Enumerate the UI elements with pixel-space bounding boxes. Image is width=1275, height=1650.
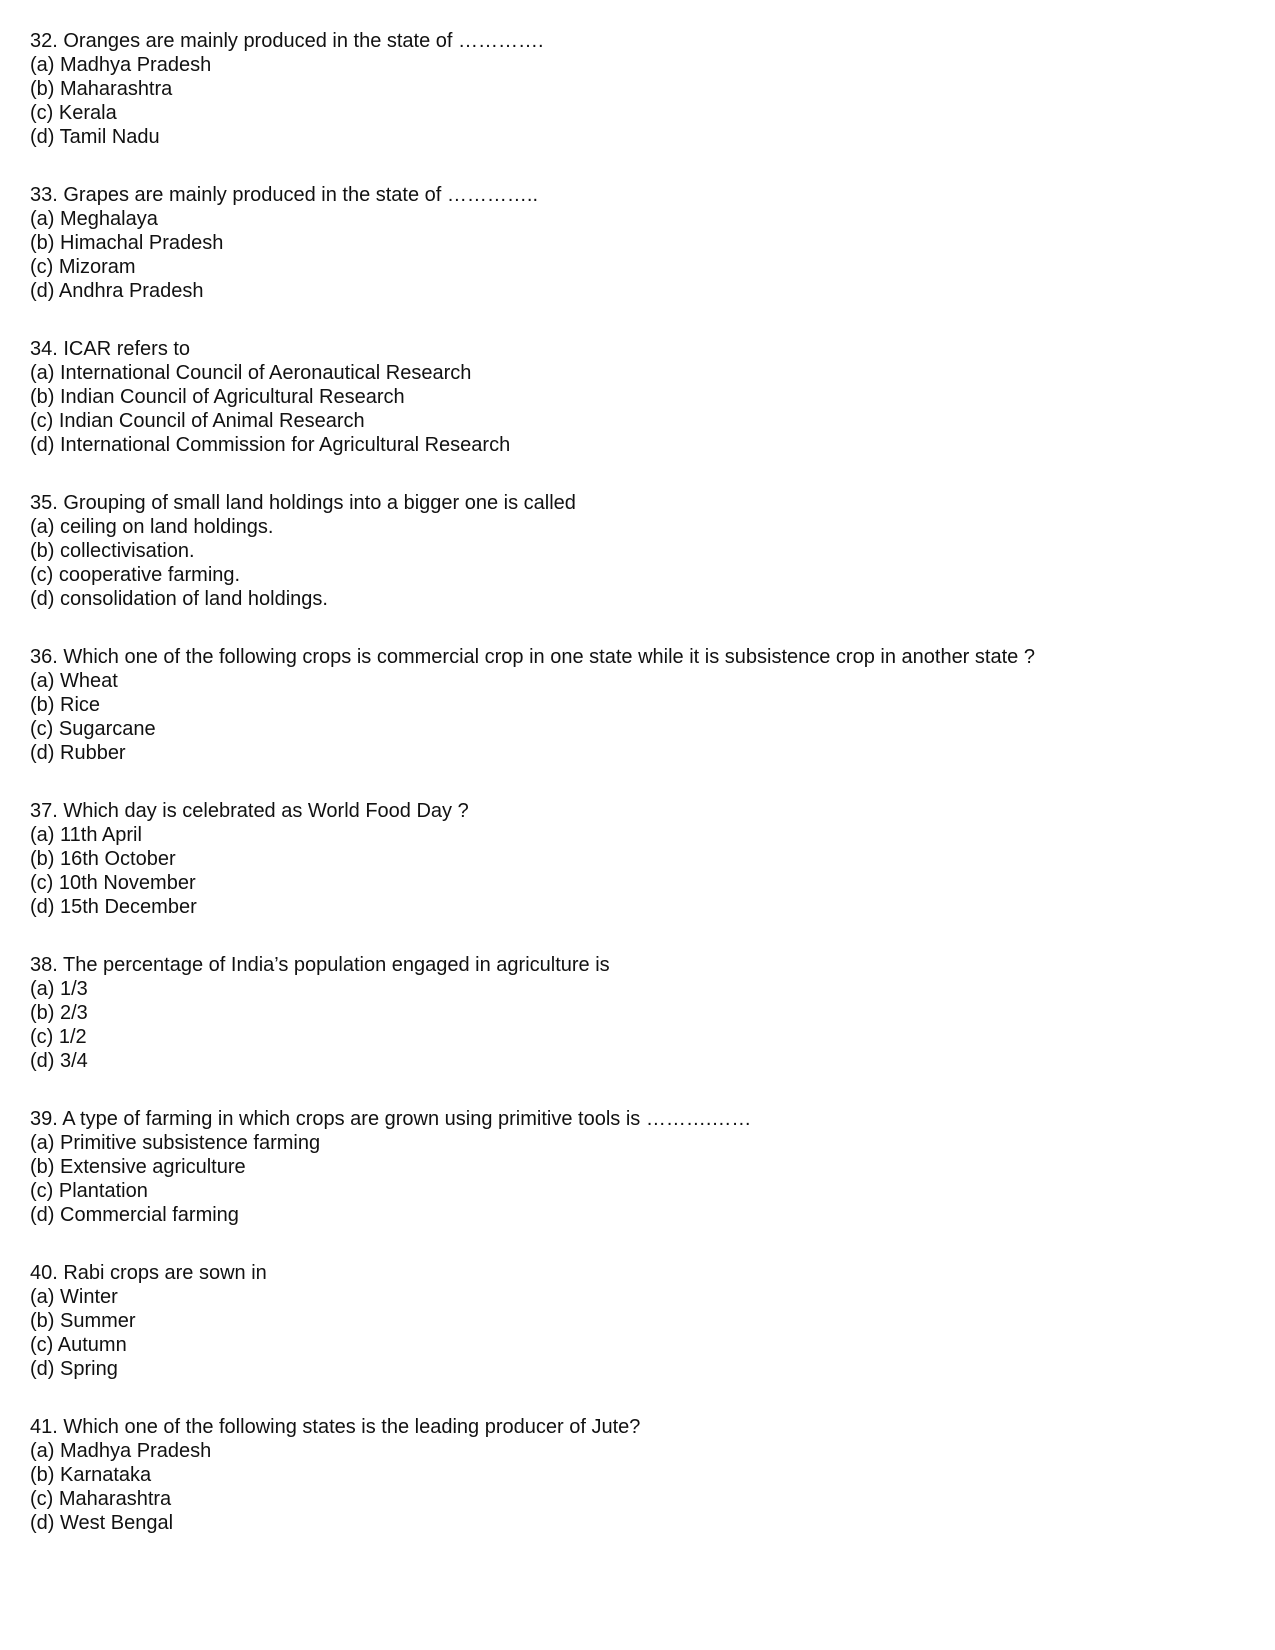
answer-option: (d) Rubber: [30, 742, 126, 764]
answer-option: (b) Summer: [30, 1310, 136, 1332]
answer-option: (b) Karnataka: [30, 1464, 152, 1486]
question-text: 41. Which one of the following states is the leading producer of Jute?: [30, 1416, 641, 1438]
answer-option: (b) 16th October: [30, 848, 176, 870]
answer-option: (b) Maharashtra: [30, 78, 173, 100]
answer-option: (a) International Council of Aeronautical Research: [30, 362, 472, 384]
answer-option: (a) 1/3: [30, 978, 88, 1000]
question-text: 33. Grapes are mainly produced in the state of …………..: [30, 184, 539, 206]
answer-option: (c) Plantation: [30, 1180, 148, 1202]
question-block: [30, 799, 1230, 919]
answer-option: (d) 15th December: [30, 896, 197, 918]
question-text: 36. Which one of the following crops is commercial crop in one state while it is subsistence crop in another state ?: [30, 646, 1035, 668]
answer-option: (c) cooperative farming.: [30, 564, 241, 586]
answer-option: (c) Kerala: [30, 102, 117, 124]
question-text: 39. A type of farming in which crops are grown using primitive tools is ……….……: [30, 1108, 752, 1130]
question-block: [30, 645, 1230, 765]
answer-option: (c) Sugarcane: [30, 718, 156, 740]
answer-option: (c) 1/2: [30, 1026, 87, 1048]
question-sheet: [30, 29, 1230, 1569]
question-block: [30, 1261, 1230, 1381]
answer-option: (c) Autumn: [30, 1334, 127, 1356]
answer-option: (d) 3/4: [30, 1050, 88, 1072]
answer-option: (c) Maharashtra: [30, 1488, 172, 1510]
answer-option: (a) Madhya Pradesh: [30, 54, 212, 76]
answer-option: (b) Himachal Pradesh: [30, 232, 224, 254]
question-text: 34. ICAR refers to: [30, 338, 191, 360]
answer-option: (a) Winter: [30, 1286, 118, 1308]
answer-option: (a) 11th April: [30, 824, 142, 846]
answer-option: (a) Madhya Pradesh: [30, 1440, 212, 1462]
question-text: 38. The percentage of India’s population engaged in agriculture is: [30, 954, 610, 976]
answer-option: (d) West Bengal: [30, 1512, 174, 1534]
question-block: [30, 953, 1230, 1073]
answer-option: (a) Primitive subsistence farming: [30, 1132, 321, 1154]
answer-option: (c) Indian Council of Animal Research: [30, 410, 365, 432]
question-block: [30, 183, 1230, 303]
answer-option: (b) Rice: [30, 694, 101, 716]
question-block: [30, 1415, 1230, 1535]
question-text: 37. Which day is celebrated as World Food Day ?: [30, 800, 469, 822]
question-text: 40. Rabi crops are sown in: [30, 1262, 267, 1284]
answer-option: (d) Tamil Nadu: [30, 126, 160, 148]
answer-option: (a) Meghalaya: [30, 208, 158, 230]
question-text: 32. Oranges are mainly produced in the state of ………….: [30, 30, 544, 52]
question-block: [30, 491, 1230, 611]
answer-option: (b) Extensive agriculture: [30, 1156, 246, 1178]
answer-option: (d) Spring: [30, 1358, 118, 1380]
answer-option: (a) ceiling on land holdings.: [30, 516, 274, 538]
answer-option: (b) Indian Council of Agricultural Research: [30, 386, 405, 408]
question-block: [30, 337, 1230, 457]
answer-option: (c) 10th November: [30, 872, 196, 894]
answer-option: (a) Wheat: [30, 670, 118, 692]
answer-option: (d) International Commission for Agricultural Research: [30, 434, 511, 456]
question-text: 35. Grouping of small land holdings into a bigger one is called: [30, 492, 576, 514]
question-block: [30, 29, 1230, 149]
answer-option: (d) Andhra Pradesh: [30, 280, 204, 302]
answer-option: (b) 2/3: [30, 1002, 88, 1024]
answer-option: (c) Mizoram: [30, 256, 136, 278]
question-block: [30, 1107, 1230, 1227]
answer-option: (b) collectivisation.: [30, 540, 195, 562]
answer-option: (d) consolidation of land holdings.: [30, 588, 328, 610]
answer-option: (d) Commercial farming: [30, 1204, 239, 1226]
